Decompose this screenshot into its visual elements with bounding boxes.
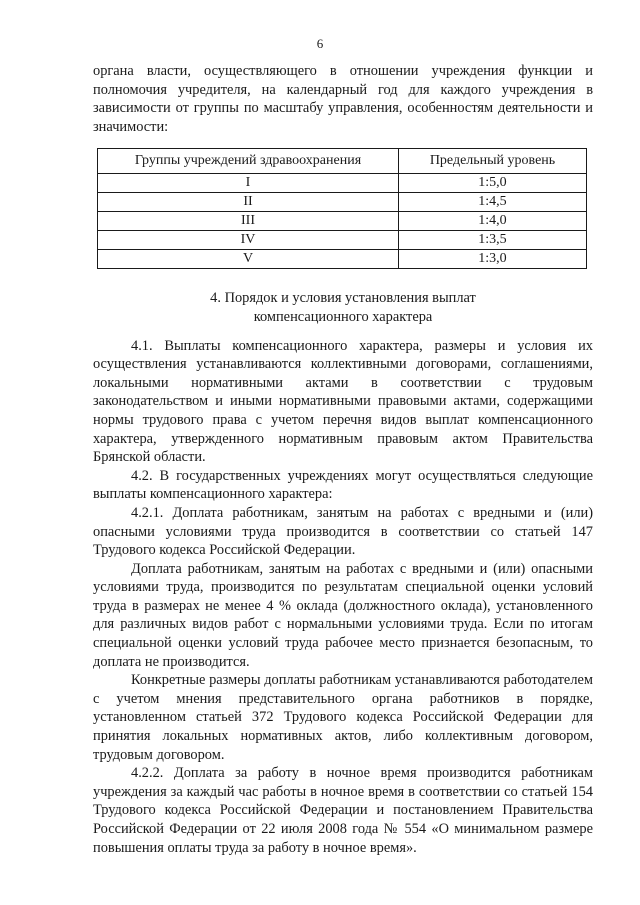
table-cell-limit: 1:3,0 bbox=[399, 250, 587, 269]
table-cell-group: III bbox=[98, 212, 399, 231]
paragraph-4-2-1: 4.2.1. Доплата работникам, занятым на работах с вредными и (или) опасными условиями труда производится в соответствии со статьей 147 Трудового кодекса Российской Федерации. bbox=[93, 504, 593, 559]
page-number: 6 bbox=[316, 36, 324, 51]
document-body bbox=[93, 62, 593, 857]
intro-paragraph: органа власти, осуществляющего в отношении учреждения функции и полномочия учредителя, на календарный год для каждого учреждения в зависимости от группы по масштабу управления, особенностям деятельности и значимости: bbox=[93, 63, 593, 135]
table-cell-group: IV bbox=[98, 231, 399, 250]
table-cell-group: I bbox=[98, 174, 399, 193]
paragraph-4-2: 4.2. В государственных учреждениях могут осуществляться следующие выплаты компенсационного характера: bbox=[93, 467, 593, 503]
table-cell-limit: 1:4,5 bbox=[399, 193, 587, 212]
paragraph-4-2-2: 4.2.2. Доплата за работу в ночное время производится работникам учреждения за каждый час работы в ночное время в соответствии со статьей 154 Трудового кодекса Российской Федерации и постановлением Правительства Российской Федерации от 22 июля 2008 года № 554 «О минимальном размере повышения оплаты труда за работу в ночное время». bbox=[93, 765, 593, 856]
paragraph-hazard-pay: Доплата работникам, занятым на работах с вредными и (или) опасными условиями труда, производится по результатам специальной оценки условий труда в размерах не менее 4 % оклада (должностного оклада), установленного для различных видов работ с нормальными условиями труда. Если по итогам специальной оценки условий труда рабочее место признается безопасным, то доплата не производится. bbox=[93, 560, 593, 670]
table-header-limit: Предельный уровень bbox=[399, 149, 587, 174]
table-header-groups: Группы учреждений здравоохранения bbox=[98, 149, 399, 174]
table-cell-limit: 1:5,0 bbox=[399, 174, 587, 193]
table-row bbox=[98, 174, 587, 193]
section-title-line: 4. Порядок и условия установления выплат bbox=[210, 290, 476, 307]
table-row bbox=[98, 212, 587, 231]
table-header-row bbox=[98, 149, 587, 174]
limit-ratio-table bbox=[97, 148, 587, 269]
section-title-line: компенсационного характера bbox=[253, 308, 433, 325]
paragraph-4-1: 4.1. Выплаты компенсационного характера, размеры и условия их осуществления устанавливаются коллективными договорами, соглашениями, локальными нормативными актами в соответствии с трудовым законодательством и иными нормативными правовыми актами, содержащими нормы трудового права с учетом перечня видов выплат компенсационного характера, утвержденного нормативным правовым актом Правительства Брянской области. bbox=[93, 337, 593, 466]
section-title bbox=[93, 289, 593, 326]
paragraph-specific-amounts: Конкретные размеры доплаты работникам устанавливаются работодателем с учетом мнения представительного органа работников в порядке, установленном статьей 372 Трудового кодекса Российской Федерации для принятия локальных нормативных актов, либо коллективным договором, трудовым договором. bbox=[93, 672, 593, 763]
table-row bbox=[98, 193, 587, 212]
table-cell-group: II bbox=[98, 193, 399, 212]
table-cell-limit: 1:3,5 bbox=[399, 231, 587, 250]
table-cell-group: V bbox=[98, 250, 399, 269]
table-cell-limit: 1:4,0 bbox=[399, 212, 587, 231]
table-row bbox=[98, 250, 587, 269]
table-row bbox=[98, 231, 587, 250]
